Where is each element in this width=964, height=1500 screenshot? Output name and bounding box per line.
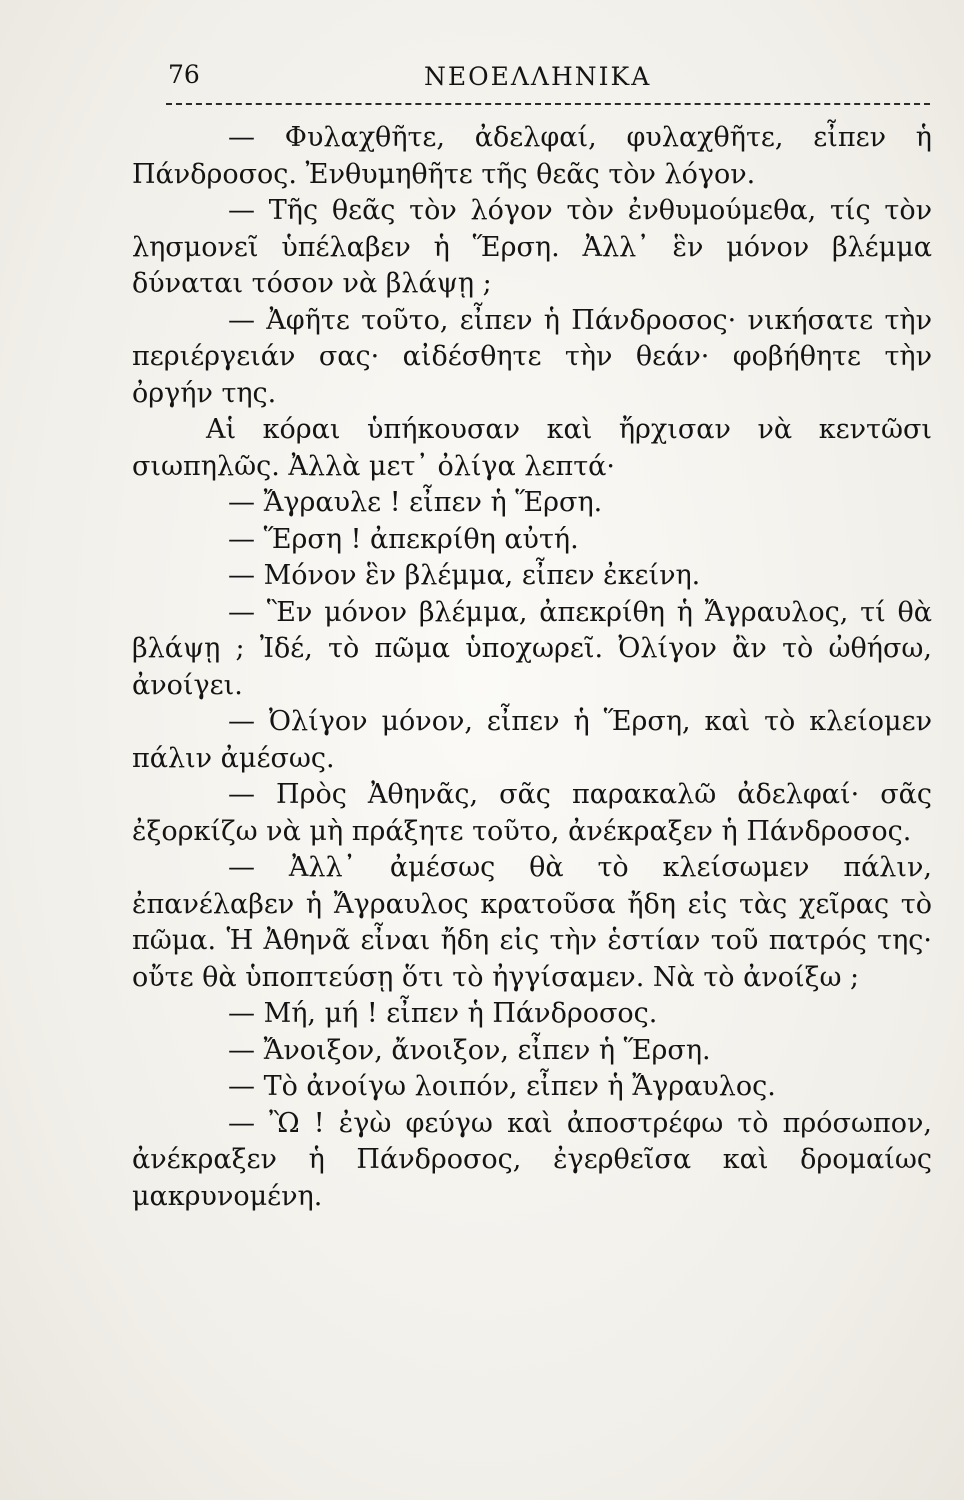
running-title: ΝΕΟΕΛΛΗΝΙΚΑ [424, 62, 652, 91]
body-text [132, 120, 932, 1215]
paragraph: — Ἀφῆτε τοῦτο, εἶπεν ἡ Πάνδροσος· νικήσατε τὴν περιέργειάν σας· αἰδέσθητε τὴν θεάν· φοβήθητε τὴν ὀργήν της. [132, 304, 932, 409]
paragraph: — Ὢ ! ἐγὼ φεύγω καὶ ἀποστρέφω τὸ πρόσωπον, ἀνέκραξεν ἡ Πάνδροσος, ἐγερθεῖσα καὶ δρομαίως μακρυνομένη. [132, 1107, 932, 1212]
page-number: 76 [168, 60, 200, 89]
paragraph: — Φυλαχθῆτε, ἀδελφαί, φυλαχθῆτε, εἶπεν ἡ Πάνδροσος. Ἐνθυμηθῆτε τῆς θεᾶς τὸν λόγον. [132, 122, 932, 190]
paragraph: — Τὸ ἀνοίγω λοιπόν, εἶπεν ἡ Ἄγραυλος. [228, 1071, 776, 1102]
paragraph: — Μή, μή ! εἶπεν ἡ Πάνδροσος. [228, 998, 658, 1029]
paragraph: — Ἀλλ᾽ ἀμέσως θὰ τὸ κλείσωμεν πάλιν, ἐπανέλαβεν ἡ Ἄγραυλος κρατοῦσα ἤδη εἰς τὰς χεῖρας τὸ πῶμα. Ἡ Ἀθηνᾶ εἶναι ἤδη εἰς τὴν ἑστίαν τοῦ πατρός της· οὔτε θὰ ὑποπτεύσῃ ὅτι τὸ ἠγγίσαμεν. Νὰ τὸ ἀνοίξω ; [132, 852, 932, 993]
paragraph: — Ἓν μόνον βλέμμα, ἀπεκρίθη ἡ Ἄγραυλος, τί θὰ βλάψῃ ; Ἰδέ, τὸ πῶμα ὑποχωρεῖ. Ὀλίγον ἂν τὸ ὠθήσω, ἀνοίγει. [132, 596, 932, 701]
paragraph: — Τῆς θεᾶς τὸν λόγον τὸν ἐνθυμούμεθα, τίς τὸν λησμονεῖ ὑπέλαβεν ἡ Ἕρση. Ἀλλ᾽ ἓν μόνον βλέμμα δύναται τόσον νὰ βλάψῃ ; [132, 195, 932, 299]
paragraph: — Ἄγραυλε ! εἶπεν ἡ Ἕρση. [228, 487, 603, 518]
paragraph: — Πρὸς Ἀθηνᾶς, σᾶς παρακαλῶ ἀδελφαί· σᾶς ἐξορκίζω νὰ μὴ πράξητε τοῦτο, ἀνέκραξεν ἡ Πάνδροσος. [132, 779, 932, 847]
page-header [166, 58, 930, 106]
header-rule [166, 103, 930, 105]
paragraph: — Ἄνοιξον, ἄνοιξον, εἶπεν ἡ Ἕρση. [228, 1034, 711, 1066]
paragraph: — Ἕρση ! ἀπεκρίθη αὐτή. [228, 523, 579, 555]
paragraph: Αἱ κόραι ὑπήκουσαν καὶ ἤρχισαν νὰ κεντῶσι σιωπηλῶς. Ἀλλὰ μετ᾽ ὀλίγα λεπτά· [132, 414, 932, 482]
paragraph: — Μόνον ἓν βλέμμα, εἶπεν ἐκείνη. [228, 560, 701, 591]
paragraph: — Ὀλίγον μόνον, εἶπεν ἡ Ἕρση, καὶ τὸ κλείομεν πάλιν ἀμέσως. [132, 706, 932, 774]
